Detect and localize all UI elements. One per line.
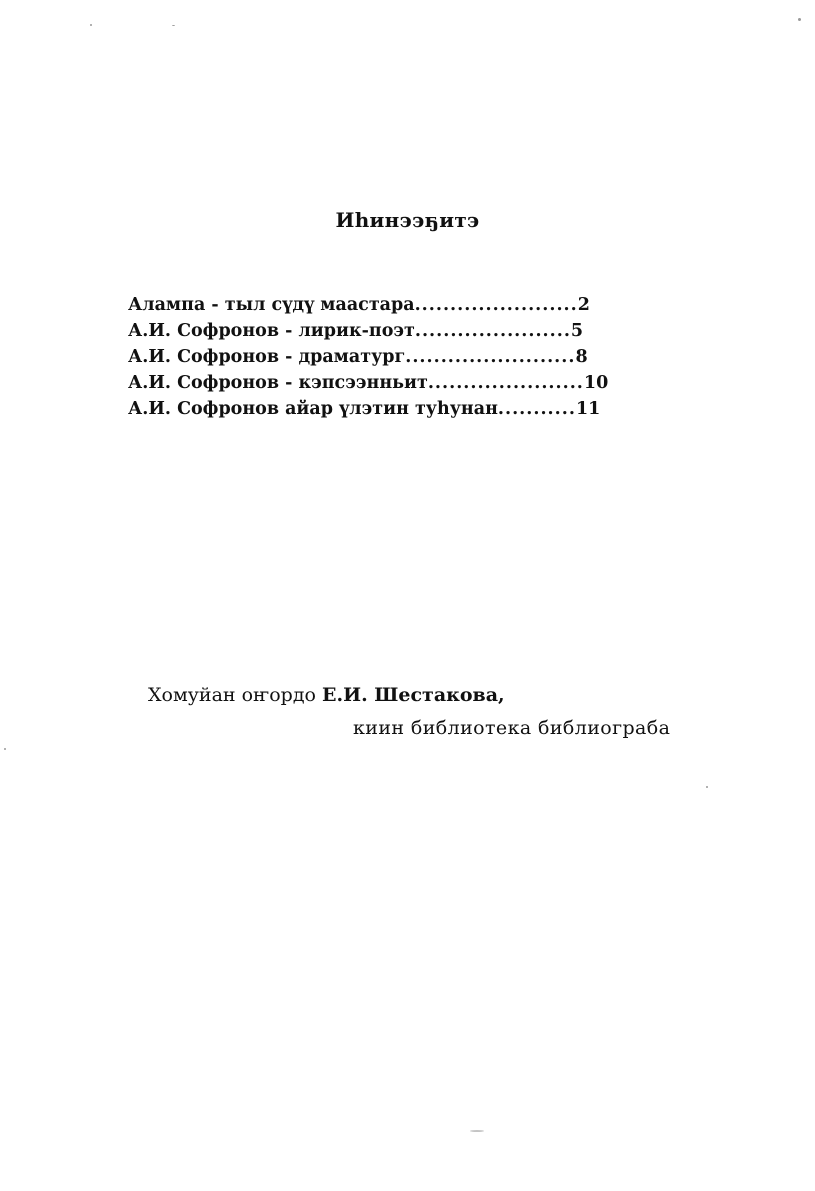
toc-entry-title: А.И. Софронов - лирик-поэт: [128, 321, 415, 341]
table-of-contents: [128, 292, 668, 422]
scan-speck: [470, 1130, 484, 1132]
toc-entry-page: 10: [583, 373, 609, 393]
scan-speck: [4, 748, 6, 750]
toc-entry: [128, 292, 668, 318]
scan-speck: [172, 25, 175, 26]
compiler-prefix: Хомуйан оҥордо: [148, 684, 323, 706]
toc-entry: [128, 344, 668, 370]
toc-entry-leader: ......................: [427, 373, 584, 393]
toc-entry-title: А.И. Софронов - кэпсээнньит: [128, 373, 428, 393]
toc-entry-title: А.И. Софронов - драматург: [128, 347, 406, 367]
scan-speck: [706, 786, 708, 788]
toc-entry: [128, 370, 668, 396]
compiler-name: Е.И. Шестакова,: [322, 684, 505, 706]
scan-speck: [90, 24, 92, 26]
toc-entry-page: 8: [575, 347, 588, 367]
toc-entry-title: А.И. Софронов айар үлэтин туһунан: [128, 399, 498, 419]
compiler-credit: [148, 684, 505, 706]
toc-entry-leader: ...........: [497, 399, 576, 419]
toc-entry-page: 2: [577, 295, 590, 315]
toc-entry-page: 11: [575, 399, 601, 419]
compiler-role: киин библиотека библиограба: [353, 717, 671, 739]
toc-entry: [128, 318, 668, 344]
toc-entry-leader: ......................: [414, 321, 571, 341]
scan-speck: [798, 18, 801, 21]
toc-entry-page: 5: [570, 321, 584, 341]
toc-entry-leader: ........................: [405, 347, 576, 367]
toc-entry-leader: .......................: [414, 295, 578, 315]
contents-title: Иһинээҕитэ: [335, 208, 480, 232]
toc-entry-title: Алампа - тыл сүдү маастара: [128, 295, 415, 315]
toc-entry: [128, 396, 668, 422]
